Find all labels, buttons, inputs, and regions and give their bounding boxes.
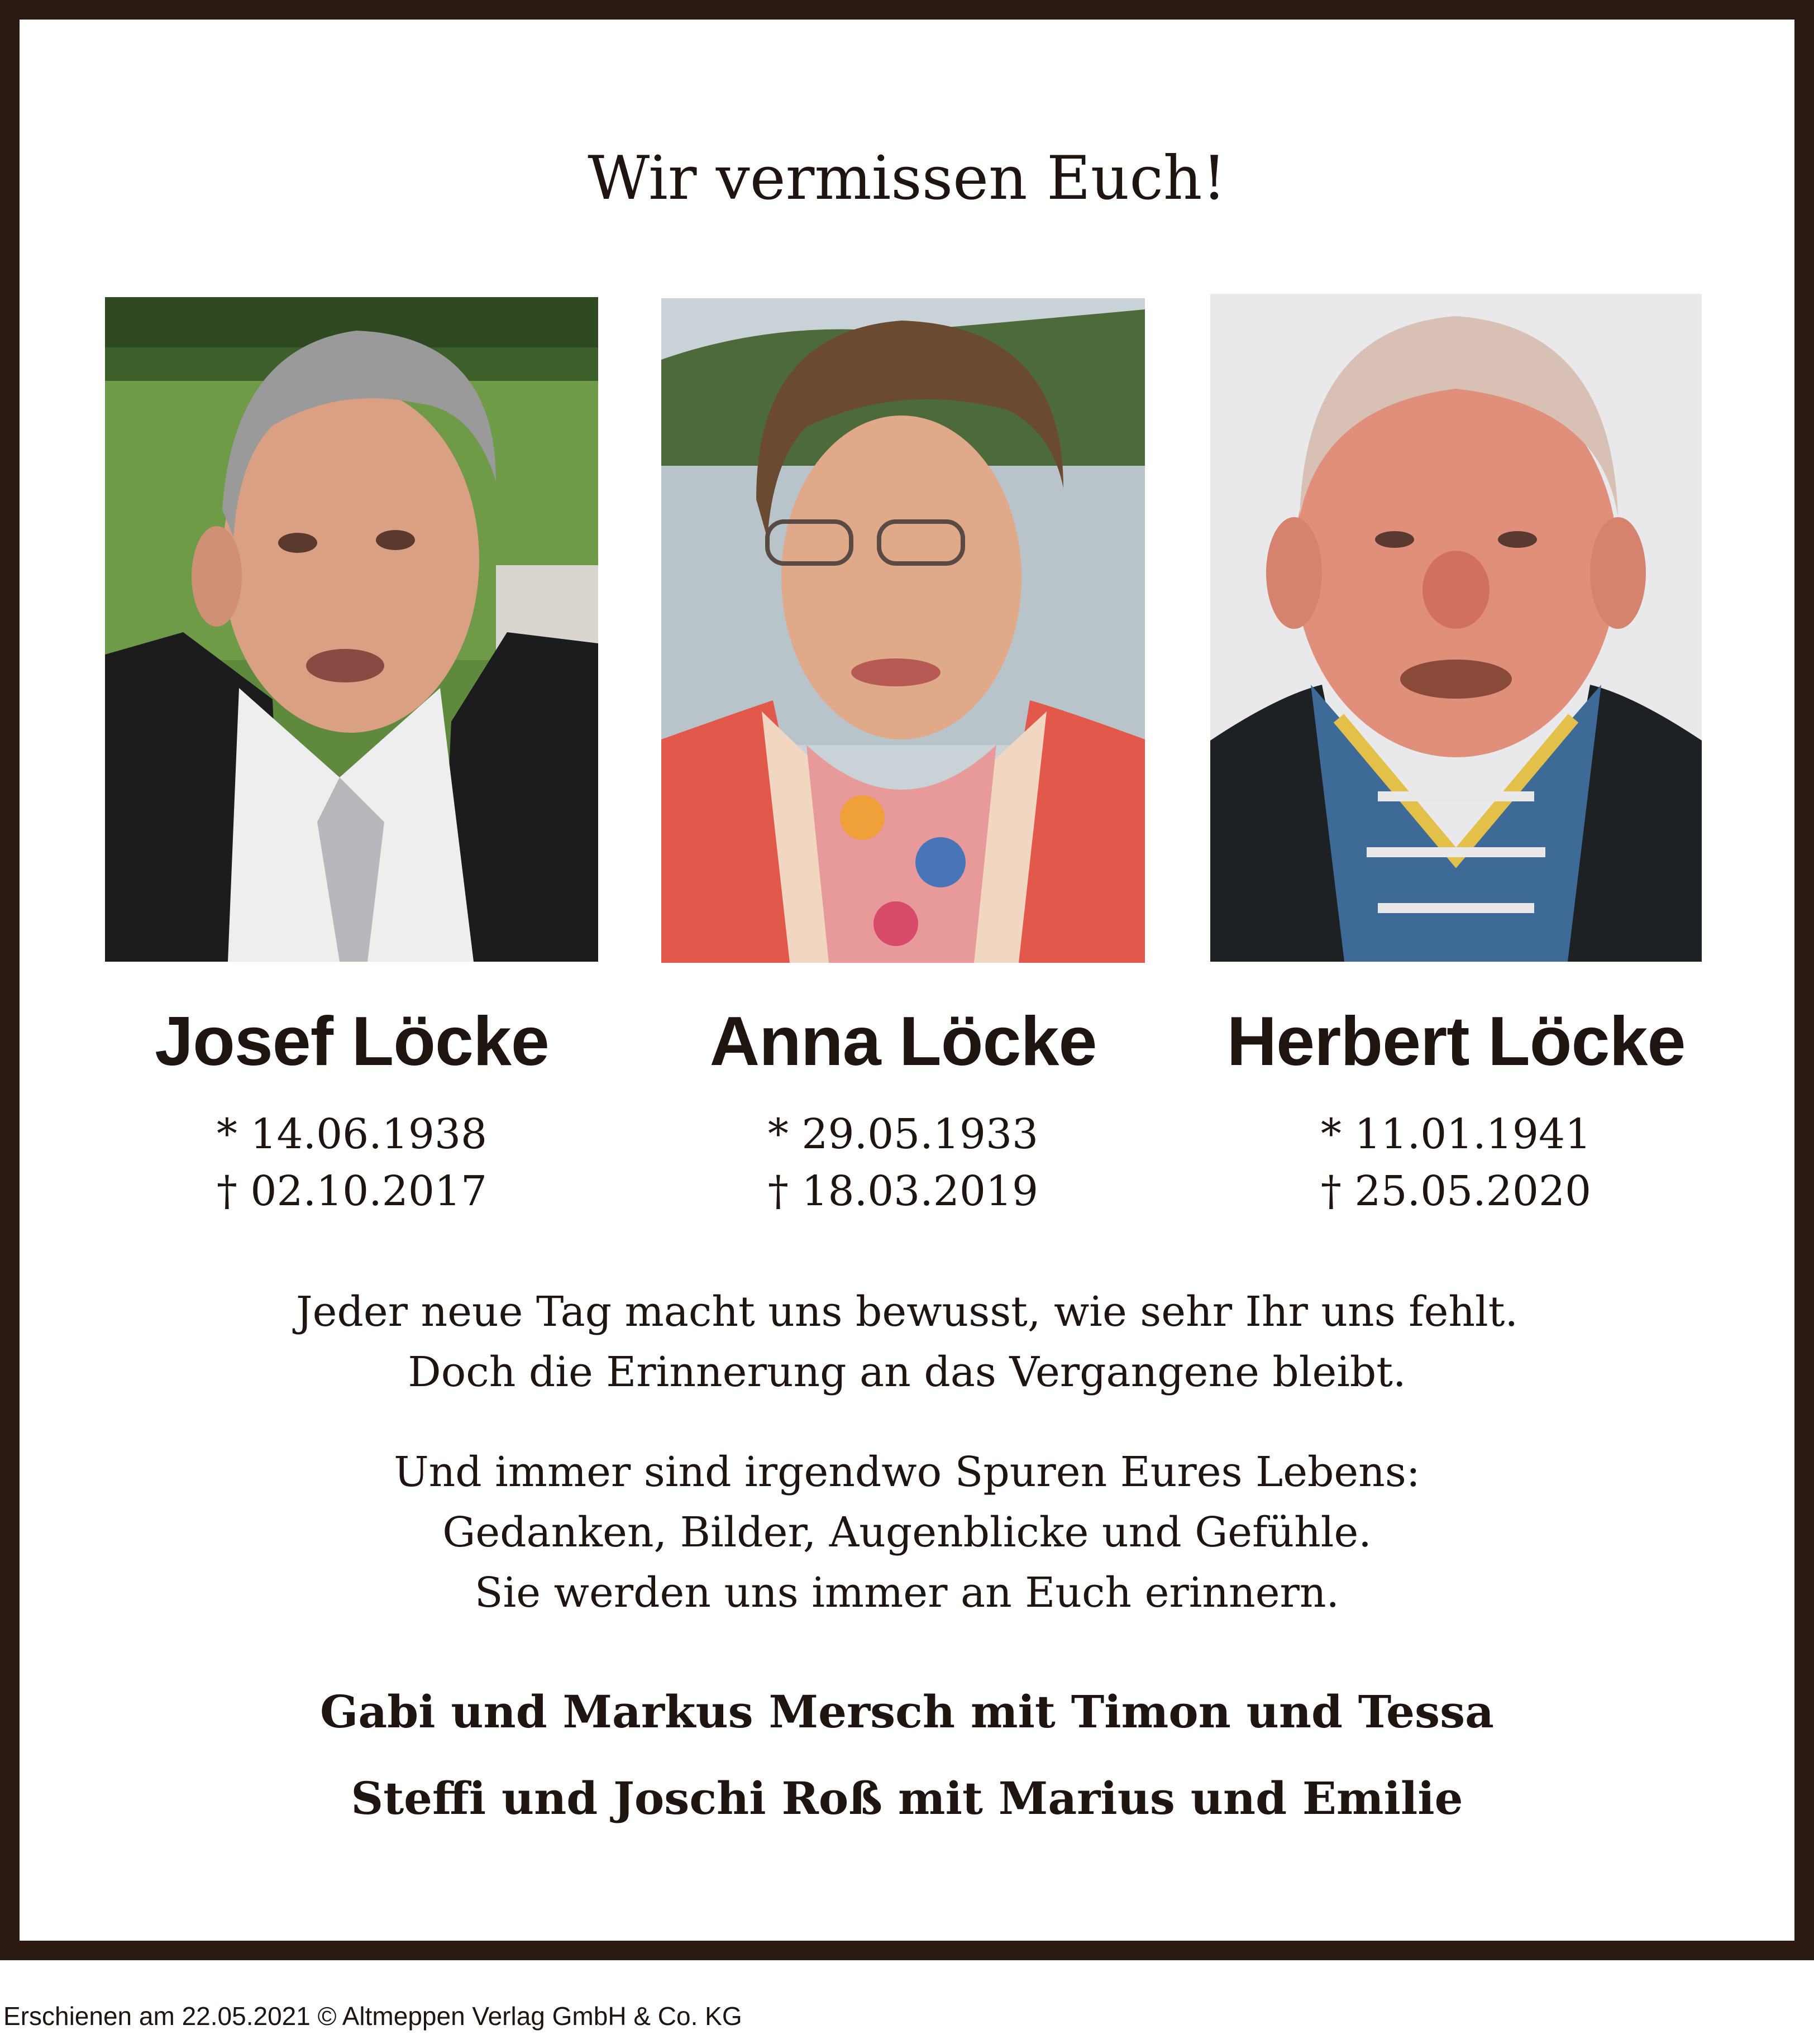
verse-line: Doch die Erinnerung an das Vergangene bleibt. <box>408 1348 1406 1396</box>
death-date: † 02.10.2017 <box>216 1167 488 1215</box>
portrait-photo-herbert <box>1210 294 1702 962</box>
verse-stanza-2 <box>0 1442 1814 1623</box>
death-date: † 18.03.2019 <box>767 1167 1039 1215</box>
person-dates <box>73 1106 631 1220</box>
verse-line: Und immer sind irgendwo Spuren Eures Lebens: <box>394 1448 1420 1496</box>
verse-stanza-1 <box>0 1282 1814 1402</box>
signature-line: Steffi und Joschi Roß mit Marius und Emilie <box>351 1772 1463 1825</box>
publication-footer: Erschienen am 22.05.2021 © Altmeppen Verlag GmbH & Co. KG <box>3 2002 742 2031</box>
person-name: Herbert Löcke <box>1226 1003 1686 1080</box>
portrait-photo-anna <box>661 298 1145 963</box>
headline: Wir vermissen Euch! <box>588 144 1226 213</box>
portrait-photo-josef <box>105 297 598 962</box>
person-card-herbert <box>1177 1000 1735 1220</box>
birth-date: * 14.06.1938 <box>216 1110 488 1158</box>
verse-line: Gedanken, Bilder, Augenblicke und Gefühle. <box>442 1508 1372 1556</box>
signature-line: Gabi und Markus Mersch mit Timon und Tessa <box>320 1685 1494 1738</box>
person-card-josef <box>73 1000 631 1220</box>
birth-date: * 11.01.1941 <box>1320 1110 1592 1158</box>
person-card-anna <box>624 1000 1182 1220</box>
person-name: Anna Löcke <box>709 1003 1097 1080</box>
verse-line: Jeder neue Tag macht uns bewusst, wie sehr Ihr uns fehlt. <box>296 1288 1518 1336</box>
death-date: † 25.05.2020 <box>1320 1167 1592 1215</box>
person-dates <box>1177 1106 1735 1220</box>
verse-line: Sie werden uns immer an Euch erinnern. <box>474 1569 1340 1617</box>
person-dates <box>624 1106 1182 1220</box>
birth-date: * 29.05.1933 <box>767 1110 1039 1158</box>
person-name: Josef Löcke <box>155 1003 549 1080</box>
